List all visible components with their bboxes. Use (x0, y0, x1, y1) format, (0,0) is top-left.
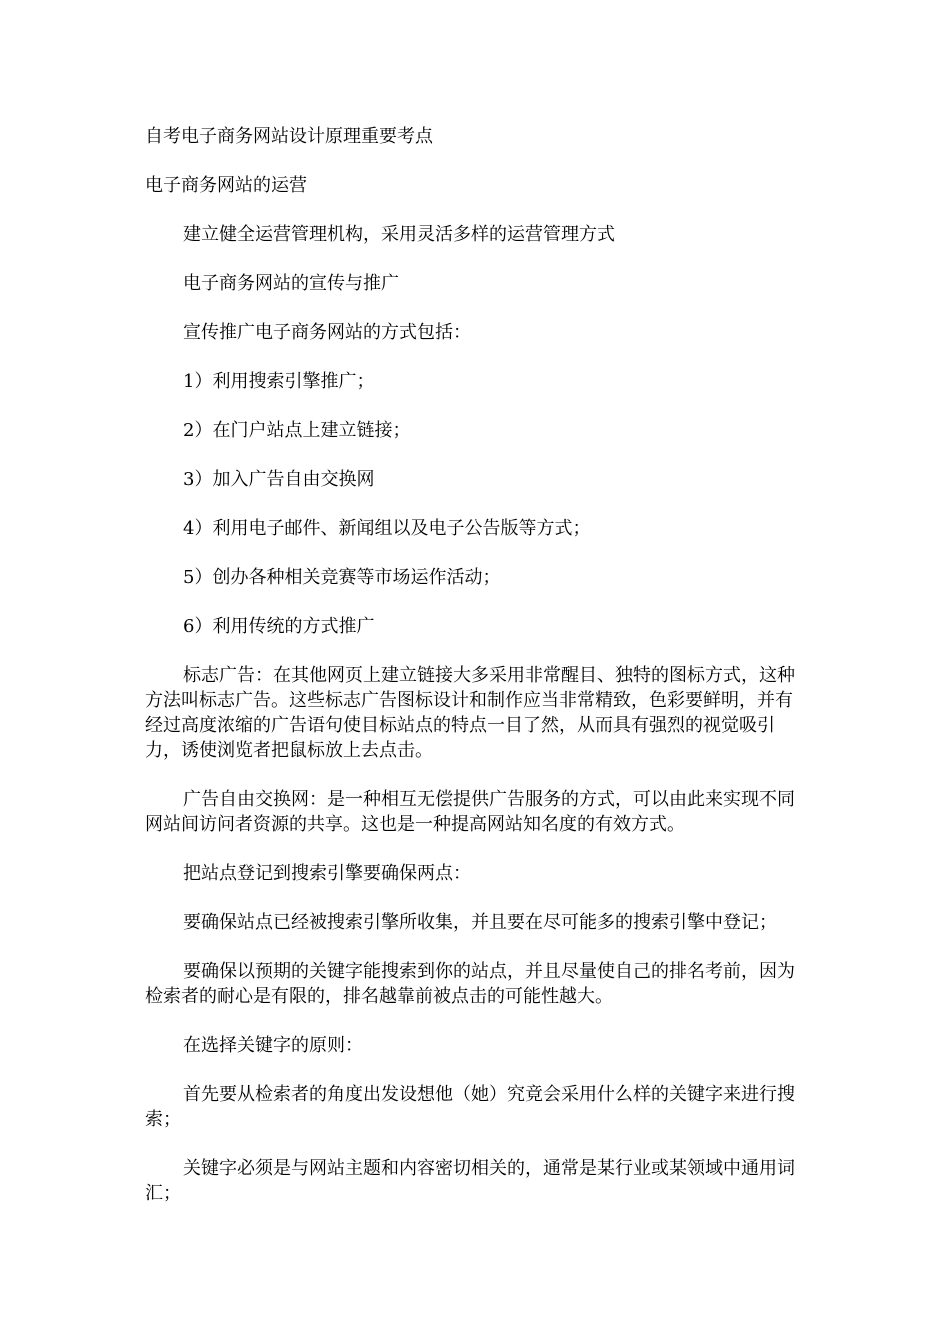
document-title: 自考电子商务网站设计原理重要考点 (145, 126, 433, 147)
list-item: 3）加入广告自由交换网 (183, 469, 375, 490)
paragraph: 要确保站点已经被搜索引擎所收集，并且要在尽可能多的搜索引擎中登记； (183, 912, 777, 933)
list-item: 1）利用搜索引擎推广； (183, 371, 375, 392)
paragraph: 标志广告：在其他网页上建立链接大多采用非常醒目、独特的图标方式，这种方法叫标志广告。这些标志广告图标设计和制作应当非常精致，色彩要鲜明，并有经过高度浓缩的广告语句使目标站点的特点一目了然，从而具有强烈的视觉吸引力，诱使浏览者把鼠标放上去点击。 (145, 665, 795, 761)
list-item: 6）利用传统的方式推广 (183, 616, 375, 637)
paragraph: 关键字必须是与网站主题和内容密切相关的，通常是某行业或某领域中通用词汇； (145, 1158, 795, 1204)
section-title: 电子商务网站的运营 (145, 175, 307, 196)
list-item: 5）创办各种相关竞赛等市场运作活动； (183, 567, 501, 588)
paragraph: 要确保以预期的关键字能搜索到你的站点，并且尽量使自己的排名考前，因为检索者的耐心是有限的，排名越靠前被点击的可能性越大。 (145, 961, 795, 1007)
paragraph: 首先要从检索者的角度出发设想他（她）究竟会采用什么样的关键字来进行搜索； (145, 1084, 795, 1130)
paragraph: 广告自由交换网：是一种相互无偿提供广告服务的方式，可以由此来实现不同网站间访问者资源的共享。这也是一种提高网站知名度的有效方式。 (145, 789, 795, 835)
list-item: 4）利用电子邮件、新闻组以及电子公告版等方式； (183, 518, 591, 539)
paragraph: 建立健全运营管理机构，采用灵活多样的运营管理方式 (183, 224, 615, 245)
paragraph: 在选择关键字的原则： (183, 1035, 363, 1056)
subheading: 电子商务网站的宣传与推广 (183, 273, 399, 294)
paragraph: 把站点登记到搜索引擎要确保两点： (183, 863, 471, 884)
list-item: 2）在门户站点上建立链接； (183, 420, 411, 441)
paragraph: 宣传推广电子商务网站的方式包括： (183, 322, 471, 343)
document-body (145, 124, 805, 1230)
